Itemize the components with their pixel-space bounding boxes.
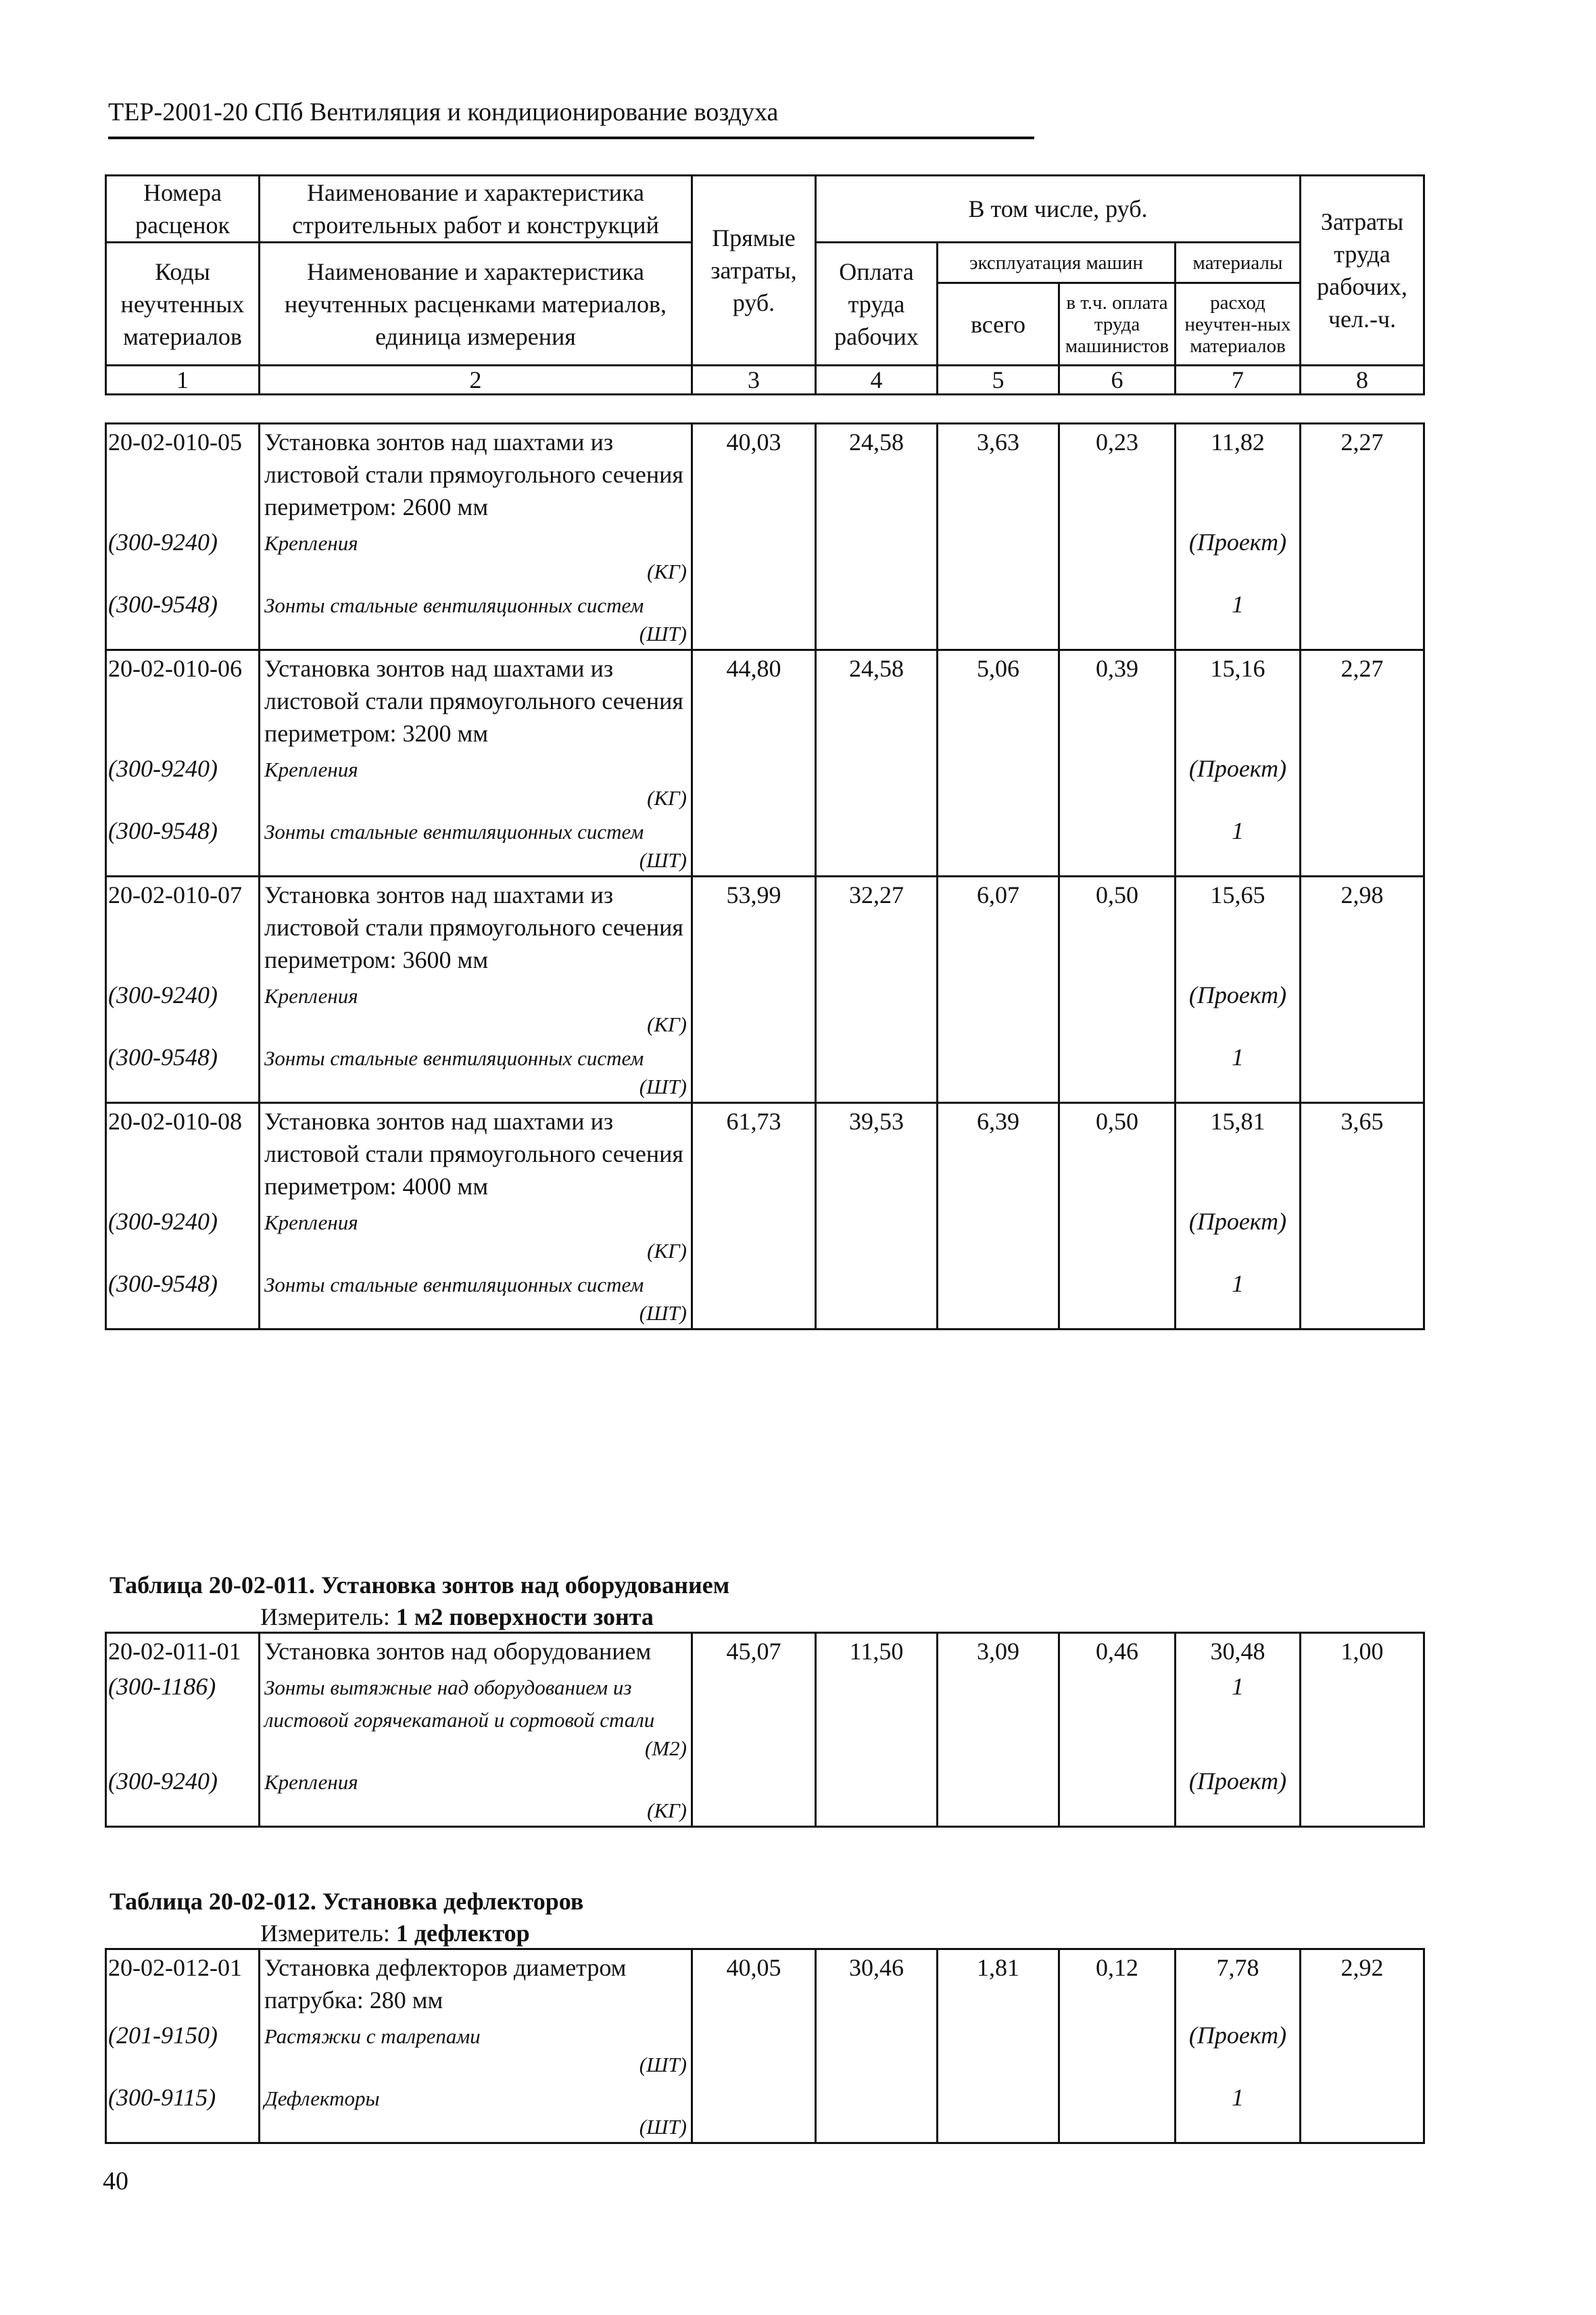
material-row (106, 813, 1424, 877)
material-consumption: (Проект) (1176, 1763, 1301, 1827)
col1-top-header: Номера расценок (106, 176, 260, 243)
material-code: (300-9240) (106, 977, 260, 1040)
machinist-pay: 0,39 (1059, 650, 1176, 752)
rate-code: 20-02-010-05 (106, 424, 260, 525)
material-name: Зонты стальные вентиляционных систем (264, 820, 644, 844)
rate-name: Установка зонтов над оборудованием (260, 1633, 692, 1670)
column-number: 5 (938, 366, 1059, 395)
material-unit: (КГ) (647, 1799, 687, 1822)
material-consumption: 1 (1176, 1266, 1301, 1330)
machines-total-header: всего (938, 283, 1059, 366)
direct-costs: 40,03 (692, 424, 816, 525)
materials-cost: 15,65 (1176, 877, 1301, 978)
column-number: 3 (692, 366, 816, 395)
material-unit: (ШТ) (639, 2115, 687, 2139)
including-header: В том числе, руб. (816, 176, 1301, 243)
direct-costs: 61,73 (692, 1103, 816, 1204)
labor-hours: 2,27 (1301, 424, 1424, 525)
machines-total: 6,39 (938, 1103, 1059, 1204)
direct-costs-header: Прямые затраты, руб. (692, 176, 816, 366)
machines-total: 3,63 (938, 424, 1059, 525)
measure-label: Измеритель: (260, 1920, 390, 1947)
material-unit: (ШТ) (639, 1301, 687, 1325)
machinist-pay: 0,23 (1059, 424, 1176, 525)
materials-cost: 30,48 (1176, 1633, 1301, 1670)
material-code: (300-9240) (106, 525, 260, 587)
materials-cost: 7,78 (1176, 1949, 1301, 2018)
material-row (106, 2080, 1424, 2143)
direct-costs: 44,80 (692, 650, 816, 752)
direct-costs: 53,99 (692, 877, 816, 978)
column-number: 7 (1176, 366, 1301, 395)
material-row (106, 977, 1424, 1040)
material-consumption: (Проект) (1176, 2018, 1301, 2080)
rate-name: Установка зонтов над шахтами из листовой стали прямоугольного сечения периметром: 2600 мм (260, 424, 692, 525)
rate-name: Установка зонтов над шахтами из листовой стали прямоугольного сечения периметром: 3200 мм (260, 650, 692, 752)
page-number: 40 (103, 2167, 128, 2195)
material-code: (300-9548) (106, 1040, 260, 1103)
material-unit: (М2) (645, 1736, 687, 1760)
material-row (106, 1763, 1424, 1827)
rate-row (106, 424, 1424, 525)
material-name: Растяжки с талрепами (264, 2024, 481, 2048)
rate-row (106, 1103, 1424, 1204)
labor-hours-header: Затраты труда рабочих, чел.-ч. (1301, 176, 1424, 366)
rate-row (106, 877, 1424, 978)
material-code: (201-9150) (106, 2018, 260, 2080)
measure-value: 1 дефлектор (395, 1920, 530, 1947)
table-measure-011 (260, 1602, 654, 1632)
labor-hours: 2,98 (1301, 877, 1424, 978)
materials-cost: 15,81 (1176, 1103, 1301, 1204)
rate-code: 20-02-010-06 (106, 650, 260, 752)
rate-row (106, 650, 1424, 752)
machines-total: 5,06 (938, 650, 1059, 752)
material-consumption: (Проект) (1176, 751, 1301, 813)
machinist-pay: 0,50 (1059, 1103, 1176, 1204)
material-code: (300-9240) (106, 1204, 260, 1266)
unaccounted-materials-header: расход неучтен-ных материалов (1176, 283, 1301, 366)
machinist-pay: 0,50 (1059, 877, 1176, 978)
rates-table-012 (105, 1948, 1425, 2144)
material-name: Дефлекторы (264, 2087, 380, 2110)
material-name: Крепления (264, 758, 358, 781)
material-unit: (ШТ) (639, 1075, 687, 1098)
material-consumption: 1 (1176, 587, 1301, 650)
material-name: Зонты вытяжные над оборудованием из листовой горячекатаной и сортовой стали (264, 1676, 655, 1732)
labor-pay: 24,58 (816, 650, 938, 752)
material-code: (300-9548) (106, 1266, 260, 1330)
rate-name: Установка зонтов над шахтами из листовой стали прямоугольного сечения периметром: 3600 мм (260, 877, 692, 978)
labor-hours: 2,92 (1301, 1949, 1424, 2018)
exploitation-header: эксплуатация машин (938, 243, 1176, 283)
col2-top-header: Наименование и характеристика строительных работ и конструкций (260, 176, 692, 243)
rates-table-011 (105, 1632, 1425, 1828)
material-unit: (КГ) (647, 1239, 687, 1263)
material-row (106, 1669, 1424, 1763)
material-consumption: 1 (1176, 1040, 1301, 1103)
labor-hours: 1,00 (1301, 1633, 1424, 1670)
table-header (105, 174, 1425, 395)
material-unit: (ШТ) (639, 848, 687, 872)
rate-name: Установка дефлекторов диаметром патрубка: 280 мм (260, 1949, 692, 2018)
material-consumption: (Проект) (1176, 977, 1301, 1040)
materials-header: материалы (1176, 243, 1301, 283)
material-code: (300-9548) (106, 587, 260, 650)
material-row (106, 1266, 1424, 1330)
rate-row (106, 1949, 1424, 2018)
measure-label: Измеритель: (260, 1603, 390, 1630)
material-row (106, 587, 1424, 650)
labor-hours: 3,65 (1301, 1103, 1424, 1204)
material-code: (300-1186) (106, 1669, 260, 1763)
rate-code: 20-02-010-07 (106, 877, 260, 978)
labor-pay: 24,58 (816, 424, 938, 525)
rate-row (106, 1633, 1424, 1670)
material-unit: (КГ) (647, 1013, 687, 1036)
material-name: Зонты стальные вентиляционных систем (264, 593, 644, 617)
rates-table-010 (105, 422, 1425, 1330)
direct-costs: 40,05 (692, 1949, 816, 2018)
column-number: 1 (106, 366, 260, 395)
material-consumption: (Проект) (1176, 525, 1301, 587)
material-unit: (ШТ) (639, 622, 687, 645)
table-caption-012: Таблица 20-02-012. Установка дефлекторов (110, 1888, 584, 1915)
column-number: 8 (1301, 366, 1424, 395)
labor-pay: 11,50 (816, 1633, 938, 1670)
rate-code: 20-02-011-01 (106, 1633, 260, 1670)
material-name: Зонты стальные вентиляционных систем (264, 1046, 644, 1070)
machines-total: 3,09 (938, 1633, 1059, 1670)
material-unit: (КГ) (647, 560, 687, 583)
material-code: (300-9240) (106, 751, 260, 813)
rate-name: Установка зонтов над шахтами из листовой стали прямоугольного сечения периметром: 4000 мм (260, 1103, 692, 1204)
material-code: (300-9548) (106, 813, 260, 877)
material-consumption: 1 (1176, 813, 1301, 877)
machinist-pay-header: в т.ч. оплата труда машинистов (1059, 283, 1176, 366)
machines-total: 6,07 (938, 877, 1059, 978)
labor-pay: 30,46 (816, 1949, 938, 2018)
material-row (106, 525, 1424, 587)
machinist-pay: 0,46 (1059, 1633, 1176, 1670)
material-row (106, 751, 1424, 813)
material-row (106, 2018, 1424, 2080)
table-measure-012 (260, 1918, 530, 1948)
column-number: 2 (260, 366, 692, 395)
labor-pay: 32,27 (816, 877, 938, 978)
material-code: (300-9115) (106, 2080, 260, 2143)
direct-costs: 45,07 (692, 1633, 816, 1670)
labor-pay: 39,53 (816, 1103, 938, 1204)
col1-bottom-header: Коды неучтенных материалов (106, 243, 260, 366)
column-number: 4 (816, 366, 938, 395)
col2-bottom-header: Наименование и характеристика неучтенных расценками материалов, единица измерения (260, 243, 692, 366)
material-name: Крепления (264, 1770, 358, 1794)
materials-cost: 15,16 (1176, 650, 1301, 752)
material-name: Зонты стальные вентиляционных систем (264, 1273, 644, 1296)
machines-total: 1,81 (938, 1949, 1059, 2018)
material-code: (300-9240) (106, 1763, 260, 1827)
material-row (106, 1204, 1424, 1266)
material-unit: (ШТ) (639, 2053, 687, 2076)
column-number: 6 (1059, 366, 1176, 395)
material-consumption: (Проект) (1176, 1204, 1301, 1266)
table-caption-011: Таблица 20-02-011. Установка зонтов над оборудованием (110, 1571, 730, 1599)
material-consumption: 1 (1176, 1669, 1301, 1763)
page-header: ТЕР-2001-20 СПб Вентиляция и кондиционирование воздуха (108, 92, 1034, 139)
rate-code: 20-02-012-01 (106, 1949, 260, 2018)
rate-code: 20-02-010-08 (106, 1103, 260, 1204)
machinist-pay: 0,12 (1059, 1949, 1176, 2018)
material-unit: (КГ) (647, 786, 687, 810)
labor-hours: 2,27 (1301, 650, 1424, 752)
measure-value: 1 м2 поверхности зонта (395, 1603, 654, 1630)
material-name: Крепления (264, 984, 358, 1008)
material-consumption: 1 (1176, 2080, 1301, 2143)
material-row (106, 1040, 1424, 1103)
labor-pay-header: Оплата труда рабочих (816, 243, 938, 366)
material-name: Крепления (264, 1211, 358, 1234)
materials-cost: 11,82 (1176, 424, 1301, 525)
material-name: Крепления (264, 531, 358, 555)
